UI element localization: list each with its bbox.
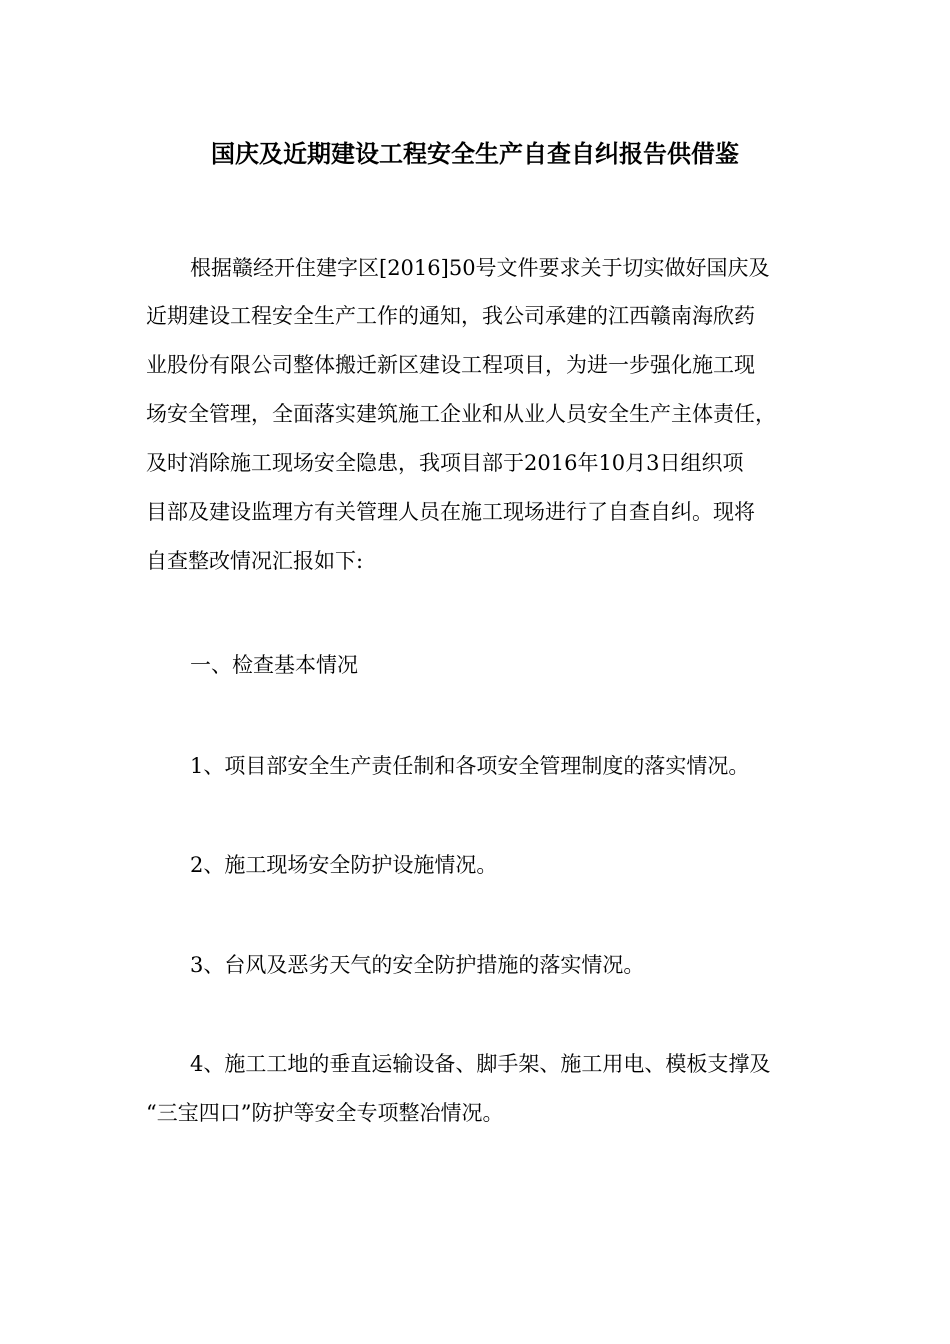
section-heading: 一、检查基本情况 — [190, 653, 358, 677]
list-item: 1、项目部安全生产责任制和各项安全管理制度的落实情况。 — [190, 754, 750, 778]
intro-line: 根据赣经开住建字区[2016]50号文件要求关于切实做好国庆及 — [190, 256, 770, 280]
intro-line: 场安全管理，全面落实建筑施工企业和从业人员安全生产主体责任， — [146, 402, 776, 426]
list-item: 4、施工工地的垂直运输设备、脚手架、施工用电、模板支撑及 — [190, 1052, 771, 1076]
intro-line: 目部及建设监理方有关管理人员在施工现场进行了自查自纠。现将 — [146, 500, 755, 524]
list-item: 2、施工现场安全防护设施情况。 — [190, 853, 498, 877]
intro-line: 自查整改情况汇报如下: — [146, 549, 364, 573]
list-item: 3、台风及恶劣天气的安全防护措施的落实情况。 — [190, 953, 645, 977]
document-title: 国庆及近期建设工程安全生产自查自纠报告供借鉴 — [211, 139, 739, 168]
list-item-continuation: “三宝四口”防护等安全专项整冶情况。 — [146, 1101, 504, 1125]
intro-line: 业股份有限公司整体搬迁新区建设工程项目，为进一步强化施工现 — [146, 353, 755, 377]
intro-line: 近期建设工程安全生产工作的通知，我公司承建的江西赣南海欣药 — [146, 304, 755, 328]
intro-line: 及时消除施工现场安全隐患，我项目部于2016年10月3日组织项 — [146, 451, 744, 475]
